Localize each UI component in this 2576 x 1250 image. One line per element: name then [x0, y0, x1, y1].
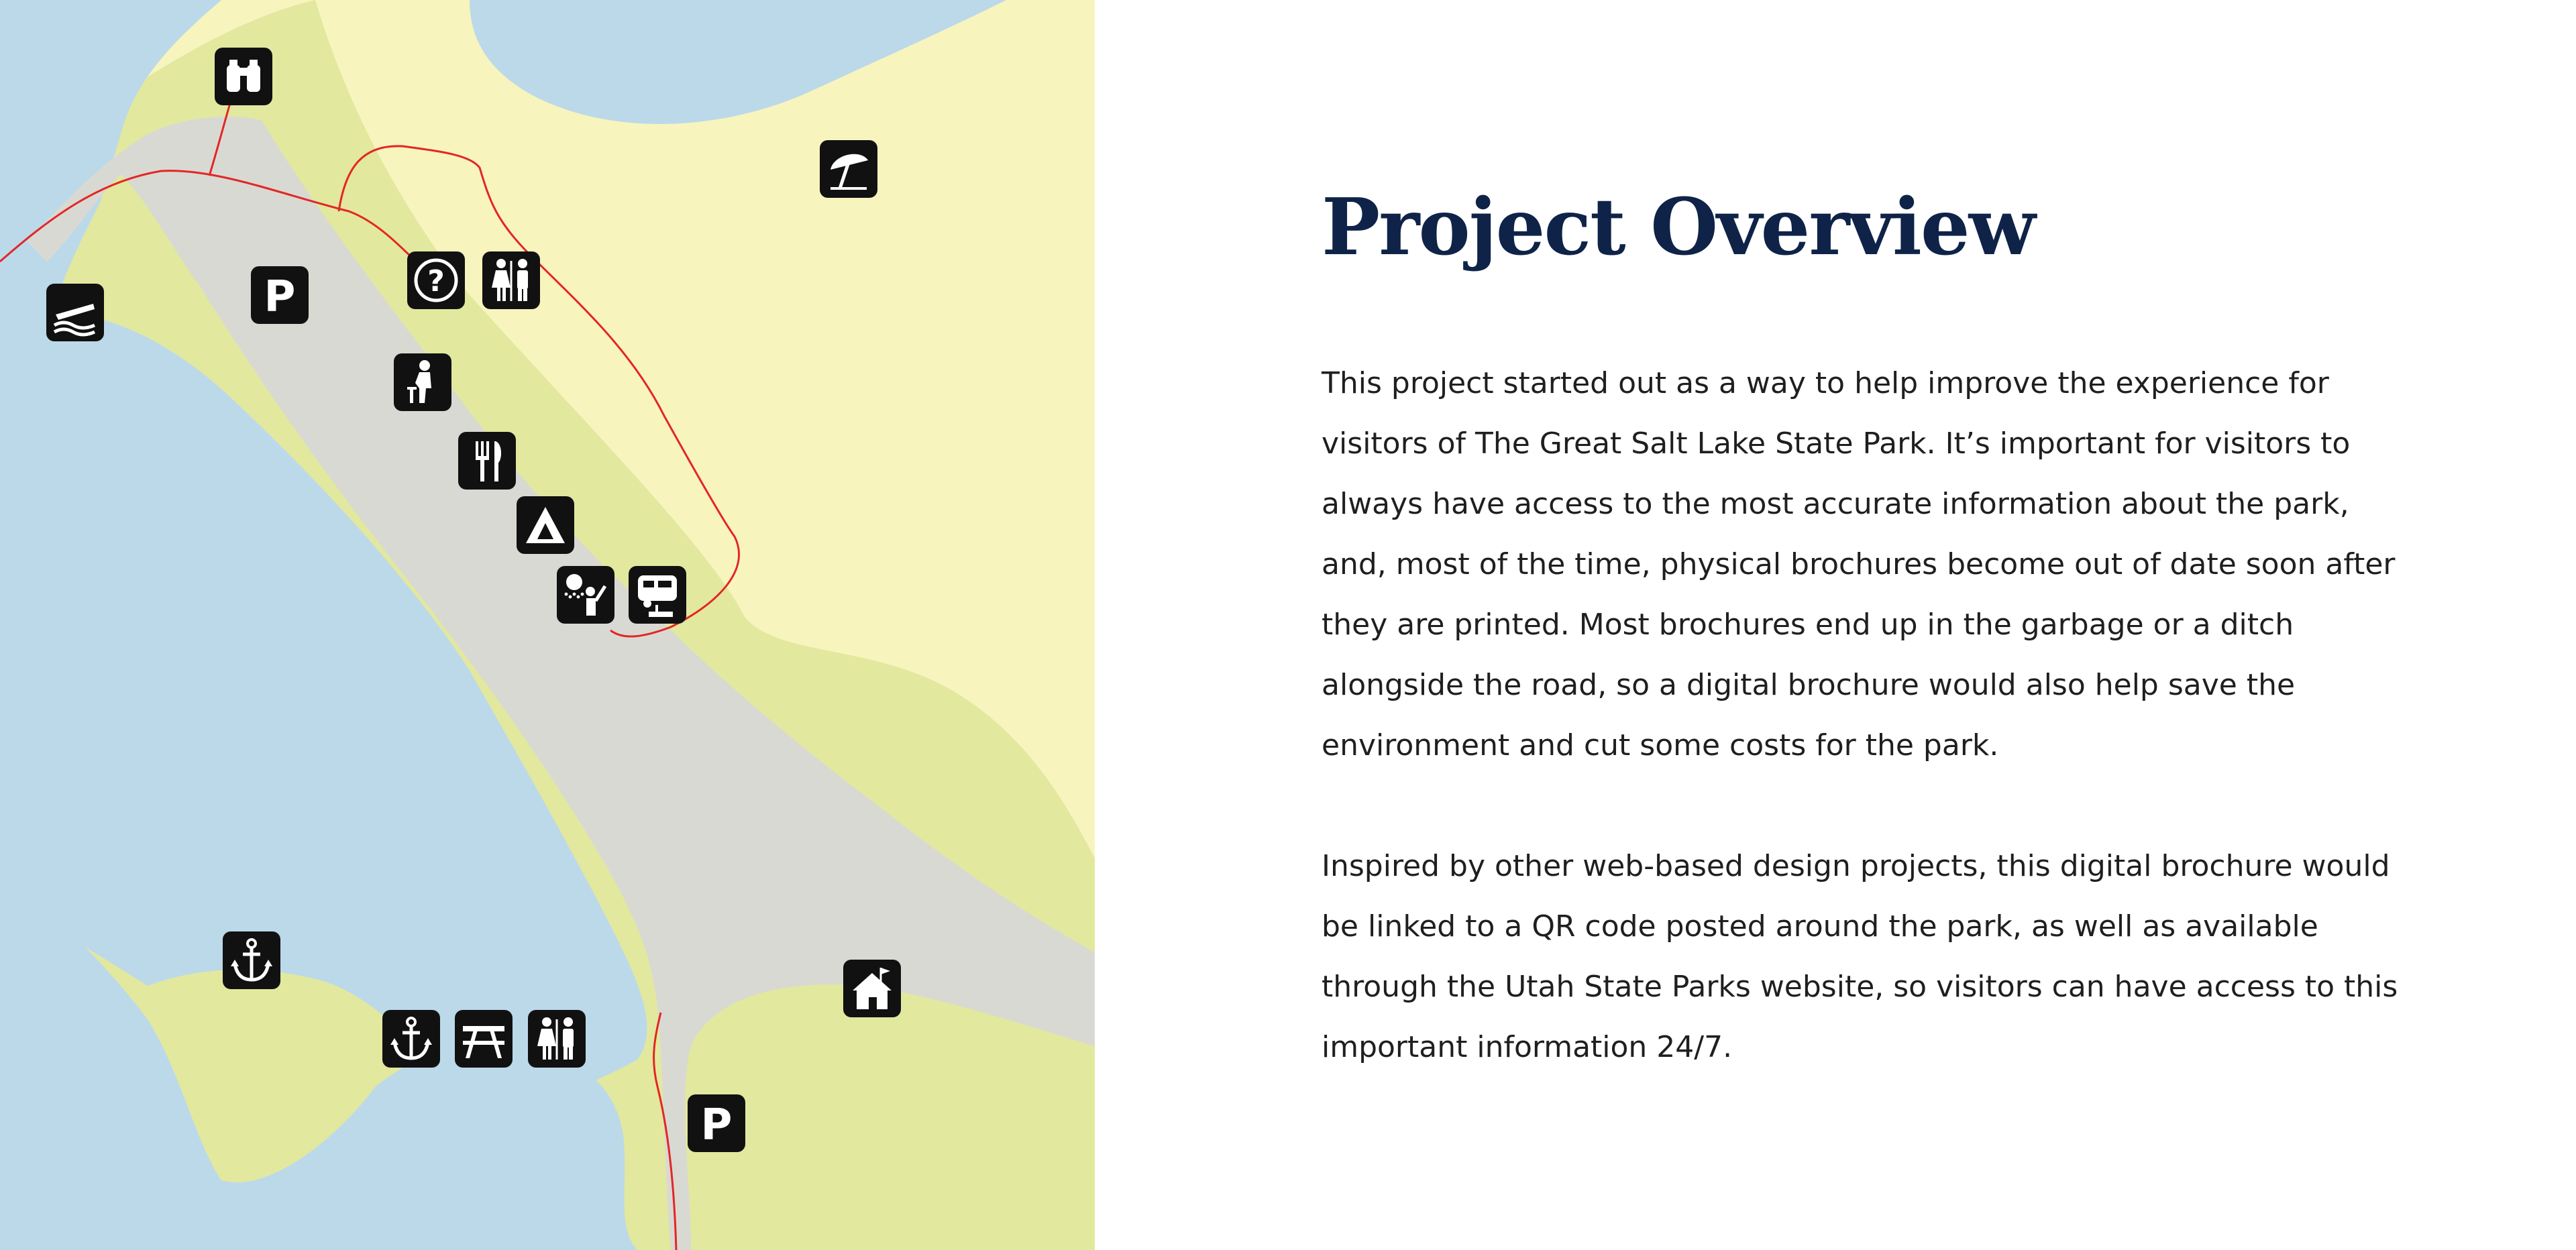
- restaurant-icon: [458, 432, 516, 490]
- restrooms-icon: [528, 1010, 586, 1068]
- svg-text:P: P: [264, 272, 296, 322]
- picnic-table-icon: [455, 1010, 513, 1068]
- drinking-water-icon: [394, 353, 451, 411]
- svg-text:?: ?: [427, 264, 445, 298]
- beach-umbrella-icon: [820, 140, 877, 198]
- campground-icon: [517, 496, 574, 554]
- park-map: [0, 0, 1095, 1250]
- shower-icon: [557, 566, 614, 624]
- anchor-icon: [223, 931, 280, 989]
- restrooms-icon: [482, 251, 540, 309]
- binoculars-icon: [215, 48, 272, 105]
- project-overview-section: [1322, 181, 2422, 1078]
- svg-text:P: P: [700, 1100, 733, 1150]
- rv-dump-station-icon: [629, 566, 686, 624]
- overview-paragraph-2: Inspired by other web-based design projects, this digital brochure would be linked to a QR code posted around the park, as well as available through the Utah State Parks website, so visitors can have access to this important information 24/7.: [1322, 849, 2398, 1065]
- parking-icon: [688, 1094, 745, 1152]
- ranger-station-icon: [843, 960, 901, 1017]
- overview-paragraph-1: This project started out as a way to help improve the experience for visitors of The Great Salt Lake State Park. It’s important for visitors to always have access to the most accurate information about the park, and, most of the time, physical brochures become out of date soon after they are printed. Most brochures end up in the garbage or a ditch alongside the road, so a digital brochure would also help save the environment and cut some costs for the park.: [1322, 366, 2396, 763]
- information-icon: [407, 251, 465, 309]
- anchor-icon: [382, 1010, 440, 1068]
- page-title: Project Overview: [1322, 182, 2035, 273]
- boat-launch-icon: [46, 284, 104, 341]
- parking-icon: [251, 266, 309, 324]
